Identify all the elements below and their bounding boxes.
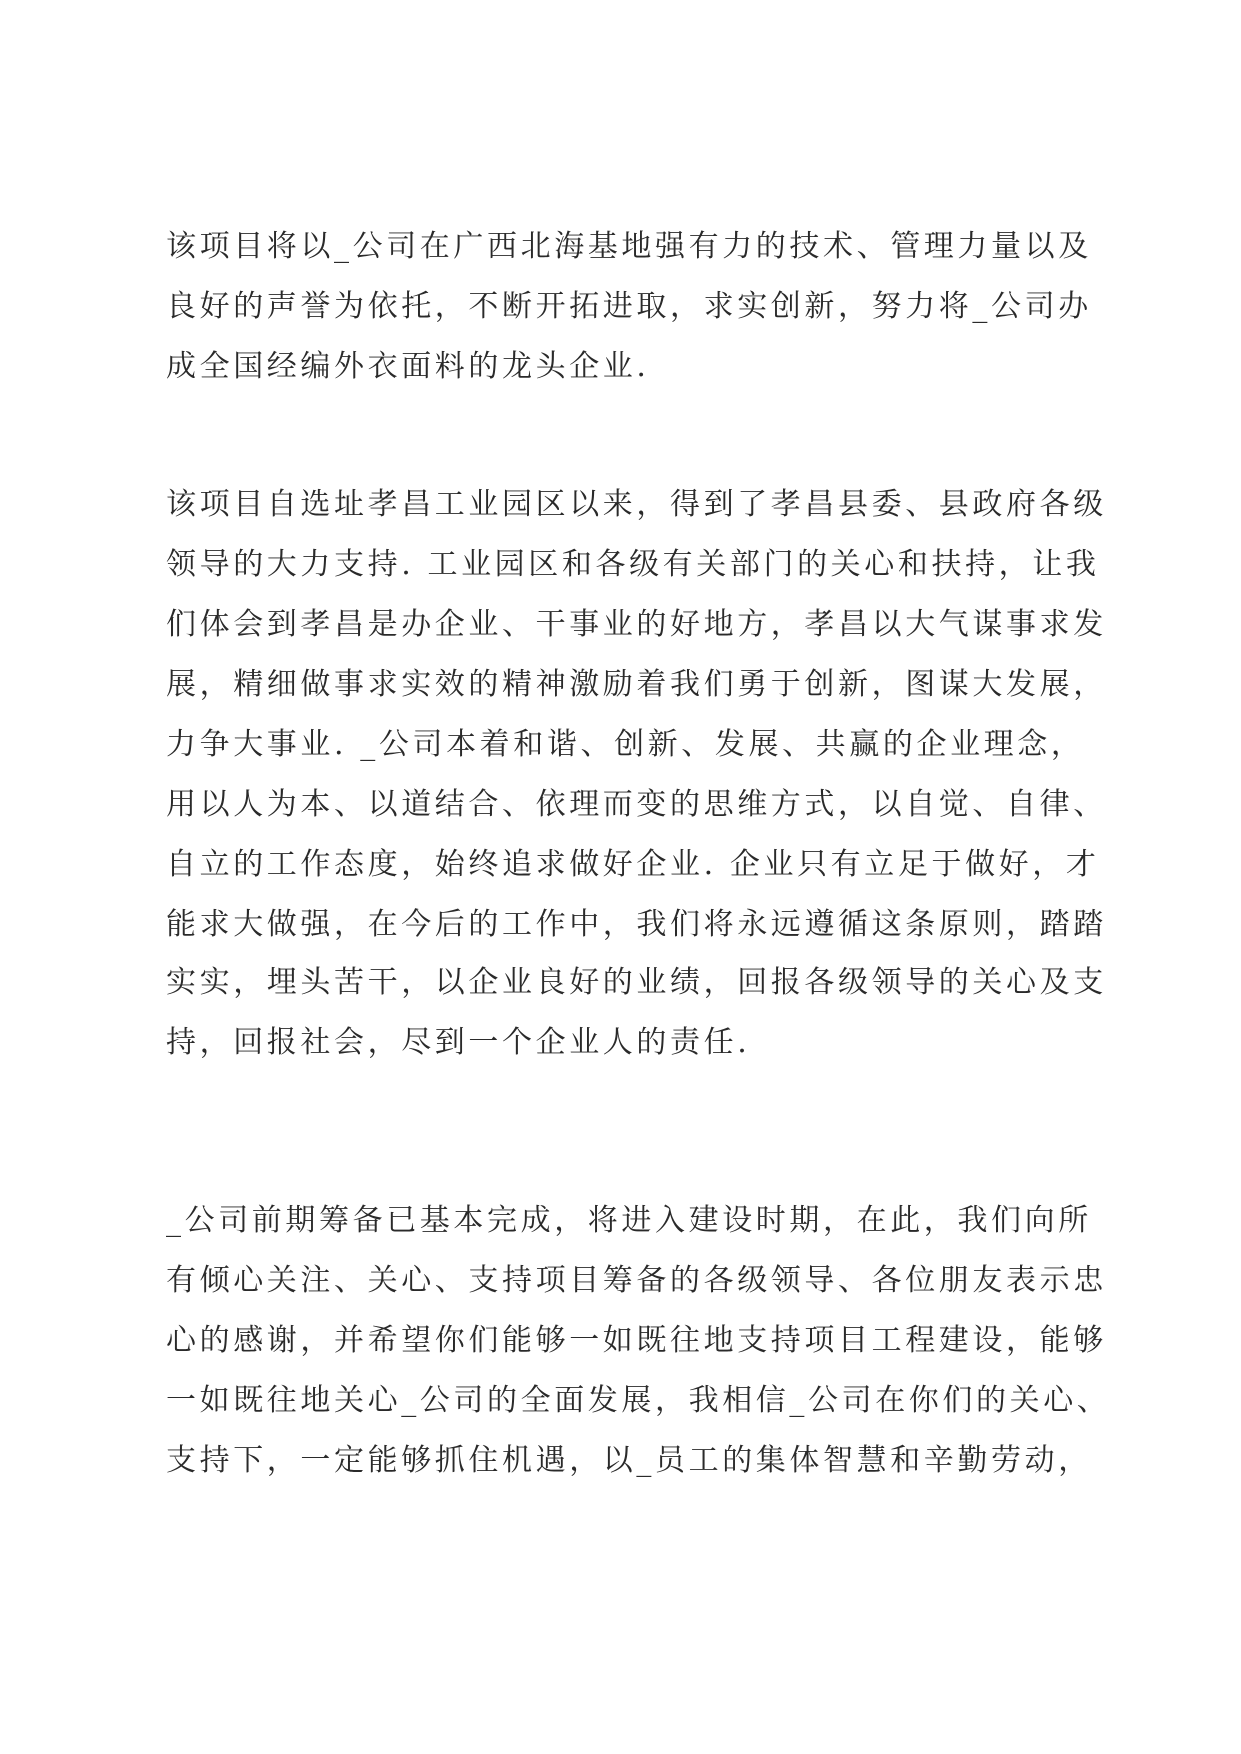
text-line: 力争大事业. _公司本着和谐、创新、发展、共赢的企业理念， xyxy=(166,727,1085,762)
text-line: 成全国经编外衣面料的龙头企业. xyxy=(166,349,650,384)
text-line: 能求大做强，在今后的工作中，我们将永远遵循这条原则，踏踏 xyxy=(166,907,1107,942)
text-line: _公司前期筹备已基本完成，将进入建设时期，在此，我们向所 xyxy=(166,1203,1092,1238)
text-line: 支持下，一定能够抓住机遇，以_员工的集体智慧和辛勤劳动， xyxy=(166,1443,1092,1478)
text-line: 展，精细做事求实效的精神激励着我们勇于创新，图谋大发展， xyxy=(166,667,1107,702)
text-line: 心的感谢，并希望你们能够一如既往地支持项目工程建设，能够 xyxy=(166,1323,1107,1358)
text-line: 实实，埋头苦干，以企业良好的业绩，回报各级领导的关心及支 xyxy=(166,965,1107,1000)
text-line: 们体会到孝昌是办企业、干事业的好地方，孝昌以大气谋事求发 xyxy=(166,607,1107,642)
text-line: 自立的工作态度，始终追求做好企业. 企业只有立足于做好，才 xyxy=(166,847,1100,882)
text-line xyxy=(166,1088,1096,1124)
text-line: 持，回报社会，尽到一个企业人的责任. xyxy=(166,1025,751,1060)
text-line: 良好的声誉为依托，不断开拓进取，求实创新，努力将_公司办 xyxy=(166,289,1092,324)
text-line: 用以人为本、以道结合、依理而变的思维方式，以自觉、自律、 xyxy=(166,787,1107,822)
text-line: 有倾心关注、关心、支持项目筹备的各级领导、各位朋友表示忠 xyxy=(166,1263,1107,1298)
text-line: 该项目将以_公司在广西北海基地强有力的技术、管理力量以及 xyxy=(166,229,1092,264)
text-line: 领导的大力支持. 工业园区和各级有关部门的关心和扶持，让我 xyxy=(166,547,1100,582)
text-line: 一如既往地关心_公司的全面发展，我相信_公司在你们的关心、 xyxy=(166,1383,1111,1418)
text-line: 该项目自选址孝昌工业园区以来，得到了孝昌县委、县政府各级 xyxy=(166,487,1107,522)
